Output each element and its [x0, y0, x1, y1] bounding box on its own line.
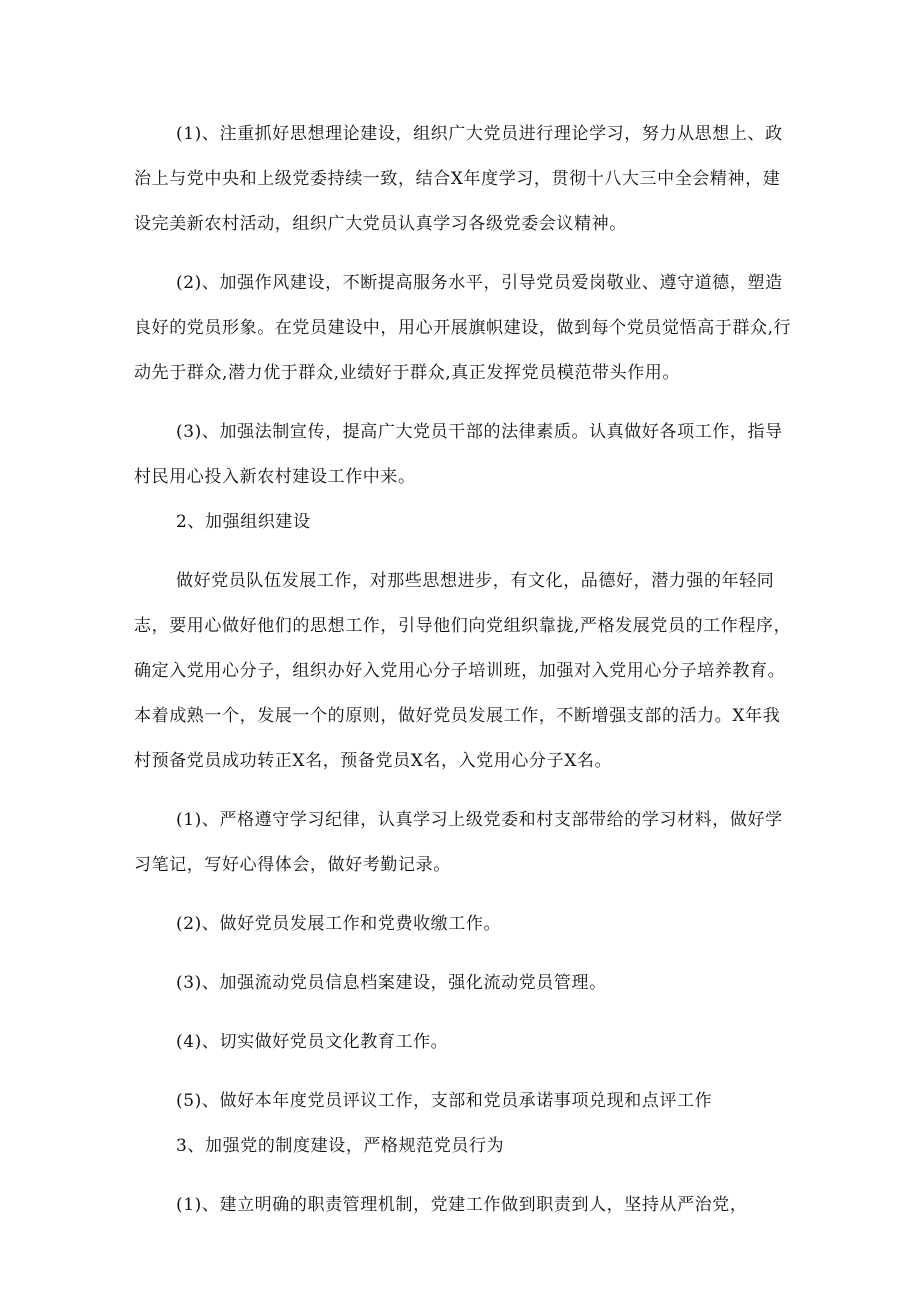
paragraph-work-style: (2)、加强作风建设，不断提高服务水平，引导党员爱岗敬业、遵守道德，塑造良好的党员形象。在党员建设中，用心开展旗帜建设，做到每个党员觉悟高于群众,行动先于群众,潜力优于群众,业绩好于群众,真正发挥党员模范带头作用。 — [134, 273, 792, 383]
paragraph-mobile-members: (3)、加强流动党员信息档案建设，强化流动党员管理。 — [176, 973, 607, 993]
paragraph-ideology: (1)、注重抓好思想理论建设，组织广大党员进行理论学习，努力从思想上、政治上与党中央和上级党委持续一致，结合X年度学习，贯彻十八大三中全会精神，建设完美新农村活动，组织广大党员认真学习各级党委会议精神。 — [134, 124, 783, 234]
section-heading-organization: 2、加强组织建设 — [176, 512, 311, 532]
paragraph-dues: (2)、做好党员发展工作和党费收缴工作。 — [176, 914, 502, 934]
paragraph-study-discipline: (1)、严格遵守学习纪律，认真学习上级党委和村支部带给的学习材料，做好学习笔记，写好心得体会，做好考勤记录。 — [134, 810, 783, 875]
paragraph-evaluation: (5)、做好本年度党员评议工作，支部和党员承诺事项兑现和点评工作 — [176, 1091, 713, 1111]
paragraph-responsibility: (1)、建立明确的职责管理机制，党建工作做到职责到人，坚持从严治党， — [176, 1195, 748, 1215]
paragraph-legal-publicity: (3)、加强法制宣传，提高广大党员干部的法律素质。认真做好各项工作，指导村民用心投入新农村建设工作中来。 — [134, 422, 783, 487]
document-body — [134, 112, 794, 1228]
section-heading-system: 3、加强党的制度建设，严格规范党员行为 — [176, 1136, 505, 1156]
paragraph-culture-education: (4)、切实做好党员文化教育工作。 — [176, 1032, 449, 1052]
paragraph-member-development: 做好党员队伍发展工作，对那些思想进步，有文化，品德好，潜力强的年轻同志，要用心做好他们的思想工作，引导他们向党组织靠拢,严格发展党员的工作程序，确定入党用心分子，组织办好入党用心分子培训班，加强对入党用心分子培养教育。本着成熟一个，发展一个的原则，做好党员发展工作，不断增强支部的活力。X年我村预备党员成功转正X名，预备党员X名，入党用心分子X名。 — [134, 571, 792, 771]
